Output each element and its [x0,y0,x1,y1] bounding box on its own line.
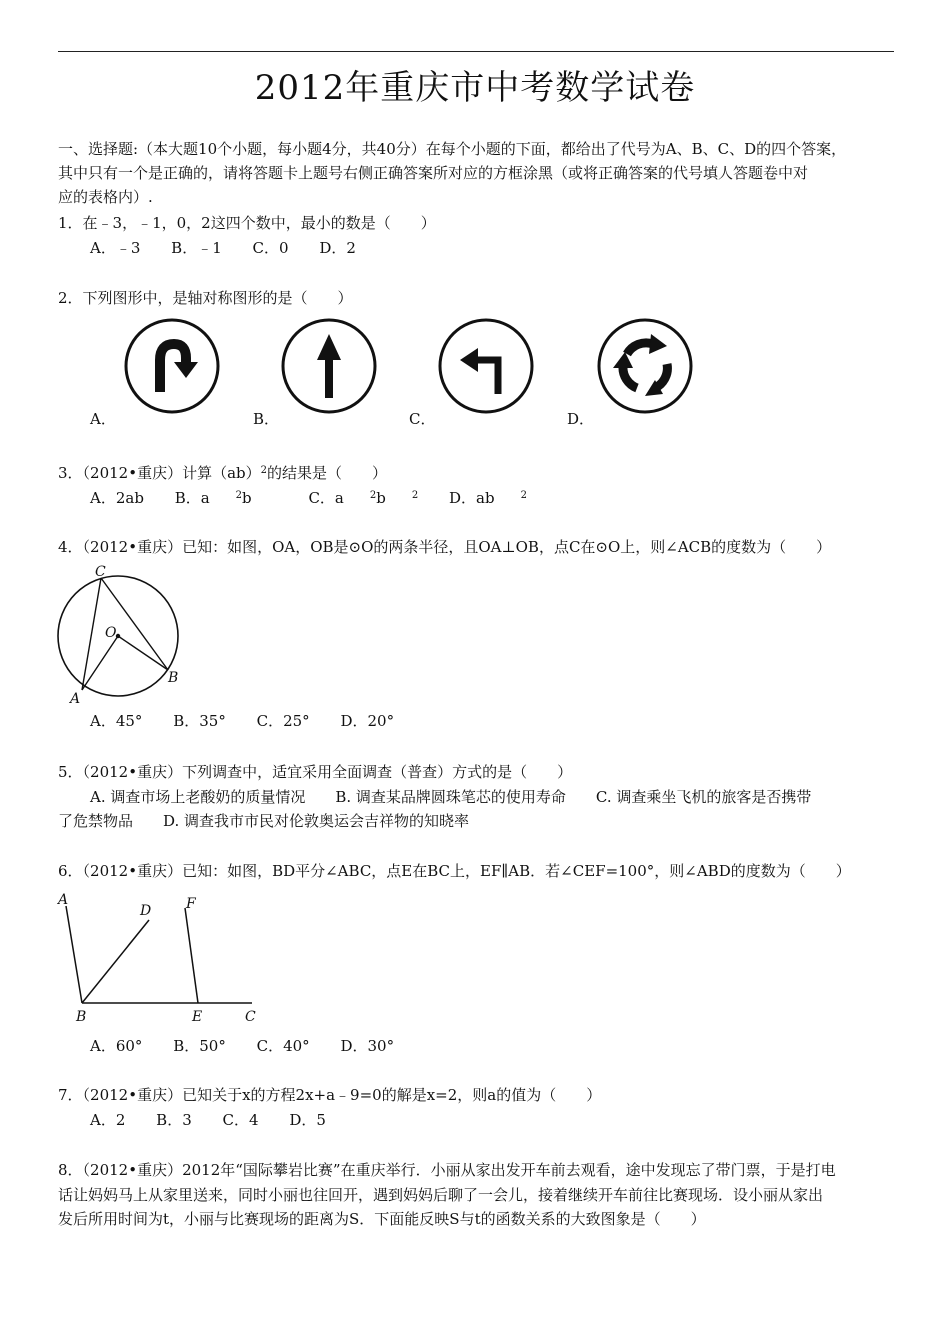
question-5-stem: 5．（2012•重庆）下列调查中，适宜采用全面调查（普查）方式的是（ ） [58,763,573,781]
q2-option-d: D． [567,410,595,428]
q7-option-d: D．5 [289,1111,326,1129]
q6-option-b: B．50° [173,1037,226,1055]
question-7-stem: 7．（2012•重庆）已知关于x的方程2x+a﹣9=0的解是x=2，则a的值为（ ） [58,1086,602,1104]
question-2-stem: 2．下列图形中，是轴对称图形的是（ ） [58,289,353,307]
q4-option-b: B．35° [173,712,226,730]
label-b: B [168,670,179,686]
circular-arrows-icon [597,318,693,414]
question-6-stem: 6．（2012•重庆）已知：如图，BD平分∠ABC，点E在BC上，EF∥AB．若∠CEF=100°，则∠ABD的度数为（ ） [58,862,851,880]
q6-option-d: D．30° [340,1037,395,1055]
label-f: F [186,896,196,912]
question-8-line-2: 话让妈妈马上从家里送来，同时小丽也往回开，遇到妈妈后聊了一会儿，接着继续开车前往比赛现场．设小丽从家出 [58,1186,824,1204]
label-o: O [105,625,117,641]
question-8-line-1: 8．（2012•重庆）2012年“国际攀岩比赛”在重庆举行．小丽从家出发开车前去观看，途中发现忘了带门票，于是打电 [58,1161,836,1179]
top-rule [58,51,894,52]
question-6-options [90,1034,420,1058]
section-intro-line-1: 一、选择题:（本大题10个小题，每小题4分，共40分）在每个小题的下面，都给出了代号为A、B、C、D的四个答案， [58,140,847,158]
q4-option-c: C．25° [256,712,310,730]
q2-option-b: B． [253,410,280,428]
circle-figure [50,562,190,707]
angle-figure [52,890,267,1030]
q3-option-d: D．ab $^2$ [449,489,527,507]
question-4-options [90,709,420,733]
q4-option-a: A．45° [90,712,143,730]
q7-option-a: A．2 [90,1111,126,1129]
q1-option-b: B．﹣1 [171,239,222,257]
label-b: B [76,1009,87,1025]
question-4-stem: 4．（2012•重庆）已知：如图，OA，OB是⊙O的两条半径，且OA⊥OB，点C在⊙O上，则∠ACB的度数为（ ） [58,538,832,556]
question-5-line-3: 了危禁物品 D. 调查我市市民对伦敦奥运会吉祥物的知晓率 [58,812,470,830]
label-e: E [192,1009,203,1025]
left-turn-arrow-icon [438,318,534,414]
label-a: A [58,892,69,908]
question-3-stem [58,461,387,485]
q3-option-b: B．a $^2$b [174,489,252,507]
q1-option-d: D．2 [319,239,356,257]
question-1-stem: 1．在﹣3，﹣1，0，2这四个数中，最小的数是（ ） [58,214,436,232]
section-intro-line-3: 应的表格内）. [58,188,153,206]
q1-option-a: A．﹣3 [90,239,141,257]
q3-stem-exponent: 2 [260,465,267,476]
question-7-options [90,1108,352,1132]
q3-stem-post: 的结果是（ ） [267,464,388,482]
q2-option-c: C． [409,410,436,428]
q6-option-c: C．40° [256,1037,310,1055]
question-3-options [90,486,553,510]
q7-option-b: B．3 [156,1111,192,1129]
question-1-options [90,236,382,260]
q3-option-a: A．2ab [90,489,144,507]
page-title: 2012年重庆市中考数学试卷 [254,68,696,108]
up-arrow-icon [281,318,377,414]
label-d: D [140,903,152,919]
q2-option-a: A． [90,410,116,428]
label-c: C [245,1009,256,1025]
label-a: A [70,691,81,707]
question-8-line-3: 发后所用时间为t，小丽与比赛现场的距离为S．下面能反映S与t的函数关系的大致图象是（ ） [58,1210,706,1228]
q6-option-a: A．60° [90,1037,143,1055]
section-intro-line-2: 其中只有一个是正确的，请将答题卡上题号右侧正确答案所对应的方框涂黑（或将正确答案的代号填人答题卷中对 [58,164,809,182]
q4-option-d: D．20° [340,712,395,730]
q3-option-c: C．a $^2$b $^2$ [308,489,419,507]
q1-option-c: C．0 [252,239,289,257]
q3-stem-pre: 3．（2012•重庆）计算（ab） [58,464,261,482]
question-5-line-2: A. 调查市场上老酸奶的质量情况 B. 调查某品牌圆珠笔芯的使用寿命 C. 调查乘坐飞机的旅客是否携带 [90,788,812,806]
q7-option-c: C．4 [222,1111,259,1129]
label-c: C [95,564,106,580]
u-turn-arrow-icon [124,318,220,414]
